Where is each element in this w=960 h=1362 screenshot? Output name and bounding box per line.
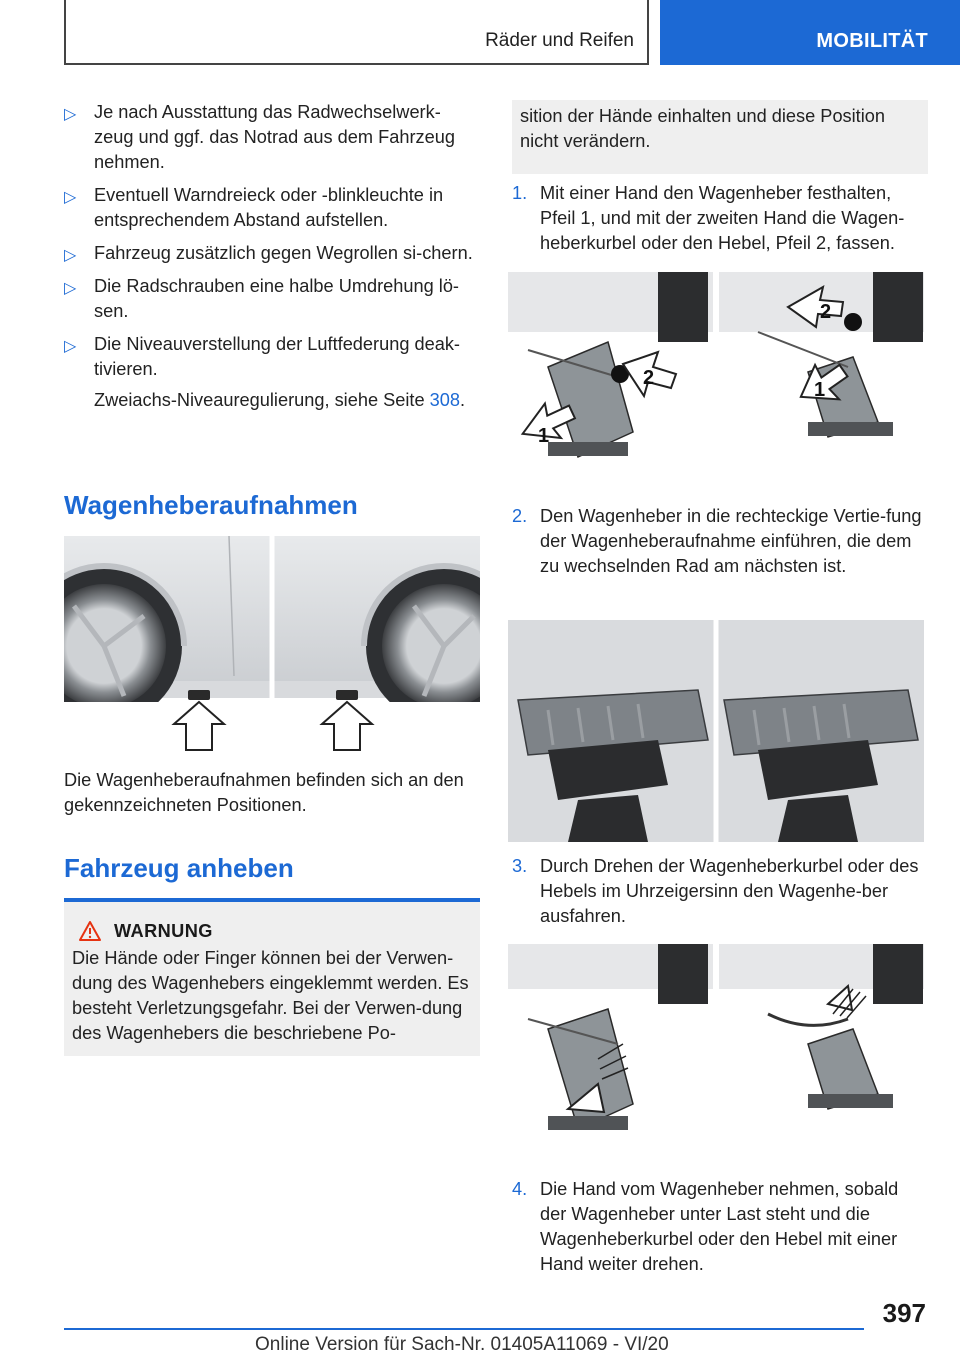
arrow-label: 1 [814,379,826,401]
step-item [512,181,928,256]
step-text: Mit einer Hand den Wagenheber festhalten, Pfeil 1, und mit der zweiten Hand die Wagen-heberkurbel oder den Hebel, Pfeil 2, fassen. [540,183,905,253]
step-text: Durch Drehen der Wagenheberkurbel oder des Hebels im Uhrzeigersinn den Wagenhe-ber ausfahren. [540,856,919,926]
step-text: Die Hand vom Wagenheber nehmen, sobald der Wagenheber unter Last steht und die Wagenheberkurbel oder den Hebel mit einer Hand weiter drehen. [540,1179,899,1274]
warning-box-continued: sition der Hände einhalten und diese Position nicht verändern. [512,100,928,174]
jack-handling-image [508,272,924,464]
step-number: 4. [512,1179,528,1199]
cross-reference: Zweiachs-Niveauregulierung, siehe Seite 308. [94,390,466,410]
warning-header [72,920,472,942]
triangle-bullet-icon: ▷ [64,338,77,355]
step-text: Den Wagenheber in die rechteckige Vertie-fung der Wagenheberaufnahme einführen, die dem zu wechselnden Rad am nächsten ist. [540,506,922,576]
footer-text: Online Version für Sach-Nr. 01405A11069 - VI/20 [255,1334,669,1355]
chapter-label: MOBILITÄT [816,30,928,52]
step-number: 1. [512,183,528,203]
chapter-tab[interactable] [660,0,960,65]
list-item: ▷ Je nach Ausstattung das Radwechselwerk-zeug und ggf. das Notrad aus dem Fahrzeug nehmen. [64,102,455,172]
triangle-bullet-icon: ▷ [64,189,77,206]
heading-jack-points: Wagenheberaufnahmen [64,490,358,520]
footer-rule [64,1328,864,1330]
warning-triangle-icon [78,920,102,942]
arrow-label: 2 [643,367,655,389]
jack-crank-image [508,944,924,1140]
jack-insert-image [508,620,924,842]
jack-points-image [64,536,480,756]
warning-text: Die Hände oder Finger können bei der Verwen-dung des Wagenhebers eingeklemmt werden. Es besteht Verletzungsgefahr. Bei der Verwen-dung des Wagenhebers die beschriebene Po- [72,948,469,1043]
triangle-bullet-icon: ▷ [64,247,77,264]
step-item [512,854,928,929]
jack-points-caption: Die Wagenheberaufnahmen befinden sich an den gekennzeichneten Positionen. [64,770,464,815]
step-item [512,504,928,579]
heading-lift-vehicle: Fahrzeug anheben [64,853,294,883]
preparation-list [64,100,480,382]
list-item: ▷ Eventuell Warndreieck oder -blinkleuchte in entsprechendem Abstand aufstellen. [64,185,444,230]
left-column [64,100,480,413]
arrow-label: 2 [820,301,832,323]
page-number: 397 [882,1298,926,1328]
list-item: ▷ Die Radschrauben eine halbe Umdrehung lö-sen. [64,276,459,321]
section-title: Räder und Reifen [485,30,634,51]
triangle-bullet-icon: ▷ [64,106,77,123]
warning-title: WARNUNG [114,920,213,941]
page-link[interactable]: 308 [429,390,460,410]
list-item: ▷ Die Niveauverstellung der Luftfederung deak-tivieren. [64,334,460,379]
triangle-bullet-icon: ▷ [64,280,77,297]
arrow-label: 1 [538,425,550,447]
warning-box [64,902,480,1056]
step-item [512,1177,928,1277]
step-number: 2. [512,506,528,526]
step-number: 3. [512,856,528,876]
list-item: ▷ Fahrzeug zusätzlich gegen Wegrollen si-chern. [64,241,480,266]
